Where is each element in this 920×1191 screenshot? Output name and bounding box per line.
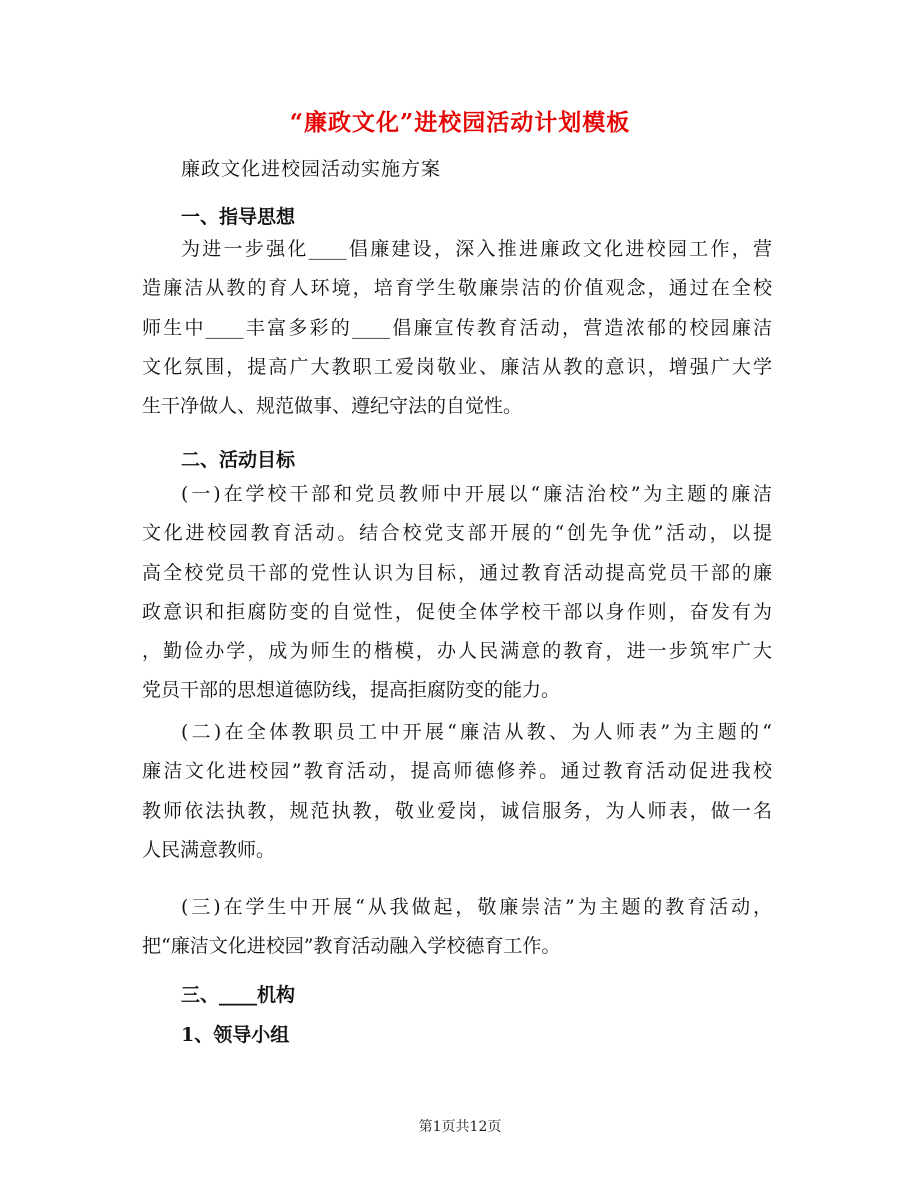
paragraph-guiding-ideology <box>142 230 772 426</box>
paragraph-goal-3 <box>142 888 772 967</box>
paragraph-line: 廉洁文化进校园”教育活动，提高师德修养。通过教育活动促进我校 <box>142 760 772 783</box>
paragraph-line: 师生中____丰富多彩的____倡廉宣传教育活动，营造浓郁的校园廉洁 <box>142 316 772 339</box>
page-number-footer: 第1页共12页 <box>418 1119 502 1135</box>
document-subtitle: 廉政文化进校园活动实施方案 <box>181 158 442 180</box>
document-title: “廉政文化”进校园活动计划模板 <box>289 109 631 136</box>
section-heading-organization: 三、____机构 <box>181 984 296 1006</box>
paragraph-goal-1 <box>142 475 772 711</box>
paragraph-line: 文化氛围，提高广大教职工爱岗敬业、廉洁从教的意识，增强广大学 <box>142 355 772 378</box>
paragraph-line: 高全校党员干部的党性认识为目标，通过教育活动提高党员干部的廉 <box>142 561 772 584</box>
paragraph-line: 造廉洁从教的育人环境，培育学生敬廉崇洁的价值观念，通过在全校 <box>142 277 772 300</box>
paragraph-line: 生干净做人、规范做事、遵纪守法的自觉性。 <box>142 395 523 418</box>
paragraph-line: 为进一步强化____倡廉建设，深入推进廉政文化进校园工作，营 <box>181 238 772 260</box>
subsection-heading-leading-group: 1、领导小组 <box>181 1024 290 1046</box>
paragraph-line: 文化进校园教育活动。结合校党支部开展的“创先争优”活动，以提 <box>142 522 772 545</box>
paragraph-line: 政意识和拒腐防变的自觉性，促使全体学校干部以身作则，奋发有为 <box>142 600 772 623</box>
paragraph-line: ，勤俭办学，成为师生的楷模，办人民满意的教育，进一步筑牢广大 <box>142 640 772 663</box>
paragraph-line: 人民满意教师。 <box>142 838 276 861</box>
paragraph-line: (二)在全体教职员工中开展“廉洁从教、为人师表”为主题的“ <box>181 721 772 743</box>
paragraph-line: 党员干部的思想道德防线，提高拒腐防变的能力。 <box>142 679 561 702</box>
paragraph-line: 把“廉洁文化进校园”教育活动融入学校德育工作。 <box>142 935 561 958</box>
section-heading-activity-goals: 二、活动目标 <box>181 449 296 471</box>
section-heading-guiding-ideology: 一、指导思想 <box>181 206 296 228</box>
paragraph-line: (一)在学校干部和党员教师中开展以“廉洁治校”为主题的廉洁 <box>181 483 772 505</box>
paragraph-goal-2 <box>142 713 772 870</box>
paragraph-line: 教师依法执教，规范执教，敬业爱岗，诚信服务，为人师表，做一名 <box>142 799 772 822</box>
paragraph-line: (三)在学生中开展“从我做起，敬廉崇洁”为主题的教育活动， <box>181 896 772 918</box>
